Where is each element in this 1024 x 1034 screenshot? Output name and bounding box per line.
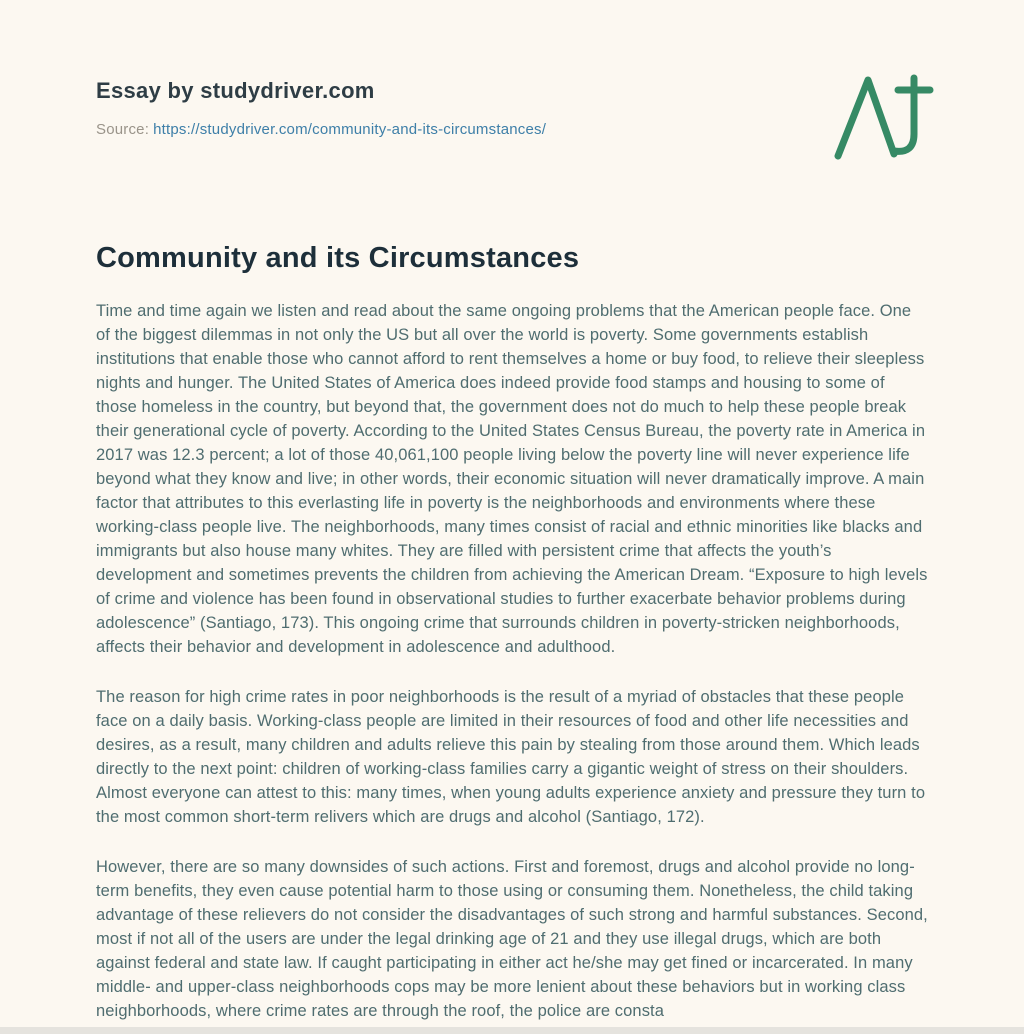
essay-body: [96, 299, 928, 1023]
studydriver-aj-logo-icon: [826, 66, 936, 166]
source-label: Source:: [96, 121, 150, 138]
essay-byline: Essay by studydriver.com: [96, 78, 375, 103]
source-url-link[interactable]: https://studydriver.com/community-and-its-circumstances/: [153, 121, 547, 138]
essay-paragraph-2: The reason for high crime rates in poor neighborhoods is the result of a myriad of obstacles that these people face on a daily basis. Working-class people are limited in their resources of food and other life necessities and desires, as a result, many children and adults relieve this pain by stealing from those around them. Which leads directly to the next point: children of working-class families carry a gigantic weight of stress on their shoulders. Almost everyone can attest to this: many times, when young adults experience anxiety and pressure they turn to the most common short-term relivers which are drugs and alcohol (Santiago, 172).: [96, 688, 926, 826]
source-line: [96, 121, 928, 138]
page-bottom-divider: [0, 1027, 1024, 1034]
essay-paragraph-1: Time and time again we listen and read about the same ongoing problems that the American people face. One of the biggest dilemmas in not only the US but all over the world is poverty. Some governments establish institutions that enable those who cannot afford to rent themselves a home or buy food, to relieve their sleepless nights and hunger. The United States of America does indeed provide food stamps and housing to some of those homeless in the country, but beyond that, the government does not do much to help these people break their generational cycle of poverty. According to the United States Census Bureau, the poverty rate in America in 2017 was 12.3 percent; a lot of those 40,061,100 people living below the poverty line will never experience life beyond what they know and live; in other words, their economic situation will never dramatically improve. A main factor that attributes to this everlasting life in poverty is the neighborhoods and environments where these working-class people live. The neighborhoods, many times consist of racial and ethnic minorities like blacks and immigrants but also house many whites. They are filled with persistent crime that affects the youth’s development and sometimes prevents the children from achieving the American Dream. “Exposure to high levels of crime and violence has been found in observational studies to further exacerbate behavior problems during adolescence” (Santiago, 173). This ongoing crime that surrounds children in poverty-stricken neighborhoods, affects their behavior and development in adolescence and adulthood.: [96, 302, 928, 656]
studydriver-logo: [826, 66, 936, 166]
essay-paragraph-3: However, there are so many downsides of such actions. First and foremost, drugs and alcohol provide no long-term benefits, they even cause potential harm to those using or consuming them. Nonetheless, the child taking advantage of these relievers do not consider the disadvantages of such strong and harmful substances. Second, most if not all of the users are under the legal drinking age of 21 and they use illegal drugs, which are both against federal and state law. If caught participating in either act he/she may get fined or incarcerated. In many middle- and upper-class neighborhoods cops may be more lenient about these behaviors but in working class neighborhoods, where crime rates are through the roof, the police are consta: [96, 858, 928, 1020]
page-title: Community and its Circumstances: [96, 242, 580, 274]
